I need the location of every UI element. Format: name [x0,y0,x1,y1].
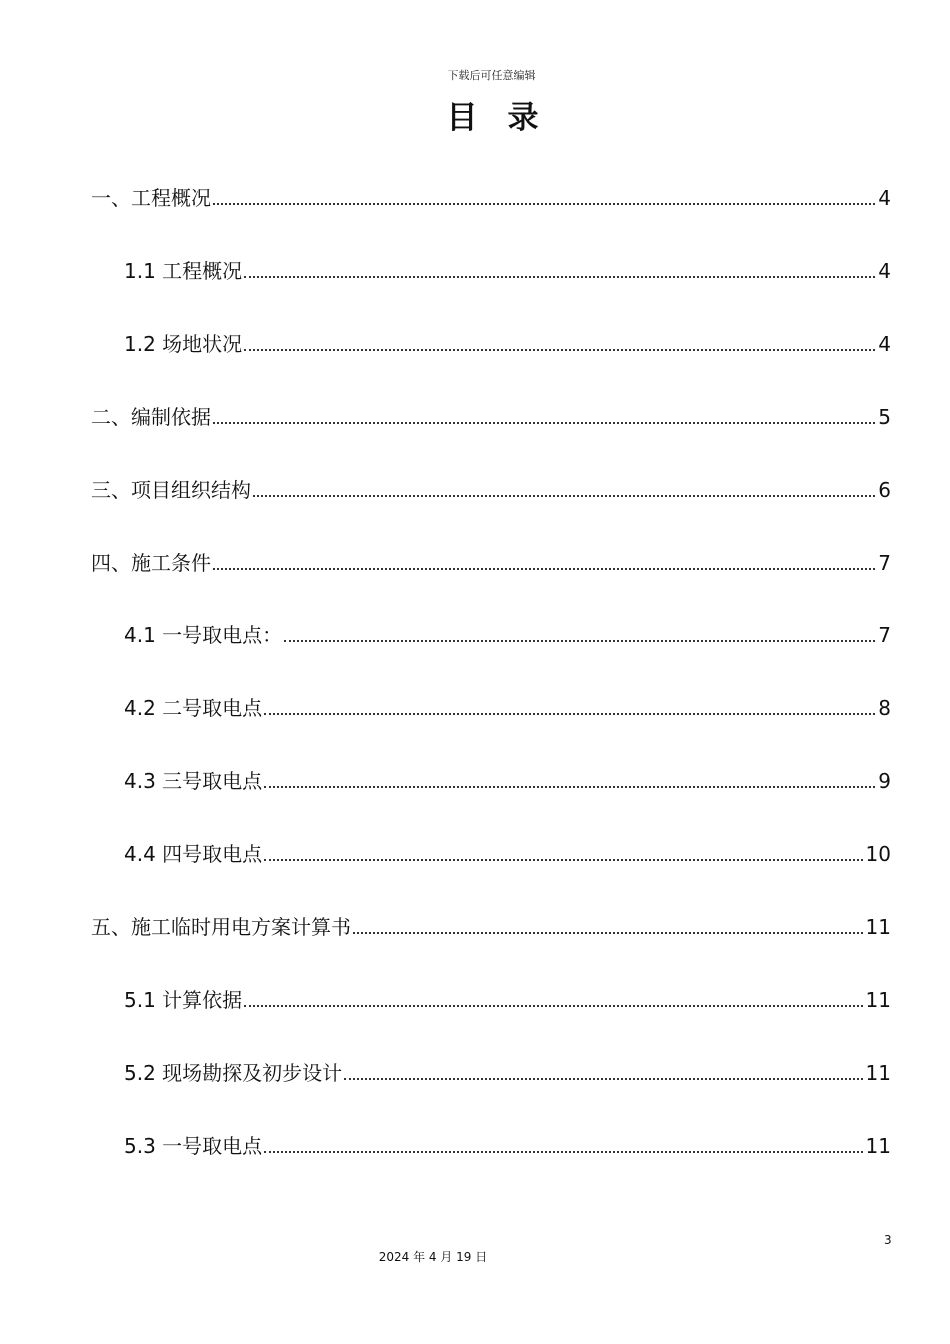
toc-entry[interactable] [0,1128,950,1158]
toc-entry-page: 4 [878,186,891,210]
toc-leader-dots [344,1077,862,1080]
toc-leader-dots [244,275,875,278]
toc-leader-dots [213,567,875,570]
toc-entry[interactable] [0,472,950,502]
toc-entry[interactable] [0,763,950,793]
toc-leader-dots [284,639,875,642]
toc-leader-dots [244,348,875,351]
toc-leader-dots [264,1150,862,1153]
toc-entry-text: 1.2 场地状况 [124,332,243,356]
toc-entry-page: 9 [878,769,891,793]
toc-leader-dots [264,858,862,861]
footer-date: 2024 年 4 月 19 日 [378,1250,488,1264]
toc-entry-page: 7 [878,551,891,575]
toc-leader-dots [213,202,875,205]
toc-entry-text: 四、施工条件 [91,551,211,575]
toc-entry[interactable] [0,399,950,429]
toc-entry-text: 5.1 计算依据 [124,988,243,1012]
toc-entry[interactable] [0,1055,950,1085]
toc-entry-page: 8 [878,696,891,720]
toc-entry-page: 11 [865,915,891,939]
toc-entry-page: 6 [878,478,891,502]
toc-entry[interactable] [0,909,950,939]
toc-entry[interactable] [0,982,950,1012]
toc-entry-page: 7 [878,623,891,647]
toc-entry[interactable] [0,326,950,356]
toc-entry-text: 五、施工临时用电方案计算书 [91,915,351,939]
toc-entry-text: 4.3 三号取电点 [124,769,263,793]
toc-entry[interactable] [0,180,950,210]
page-number: 3 [884,1233,892,1247]
toc-entry[interactable] [0,690,950,720]
toc-entry-text: 4.2 二号取电点 [124,696,263,720]
toc-entry-page: 5 [878,405,891,429]
toc-entry[interactable] [0,545,950,575]
toc-entry-page: 10 [865,842,891,866]
toc-leader-dots [253,494,875,497]
toc-entry-page: 11 [865,988,891,1012]
toc-entry-text: 一、工程概况 [91,186,211,210]
toc-entry-page: 11 [865,1061,891,1085]
toc-entry[interactable] [0,617,950,647]
toc-entry-text: 二、编制依据 [91,405,211,429]
toc-entry-text: 5.3 一号取电点 [124,1134,263,1158]
toc-entry[interactable] [0,253,950,283]
toc-entry-page: 4 [878,259,891,283]
toc-entry[interactable] [0,836,950,866]
toc-entry-text: 4.4 四号取电点 [124,842,263,866]
toc-leader-dots [264,712,875,715]
toc-entry-text: 1.1 工程概况 [124,259,243,283]
toc-leader-dots [213,421,875,424]
toc-entry-text: 5.2 现场勘探及初步设计 [124,1061,343,1085]
toc-entry-page: 11 [865,1134,891,1158]
toc-entry-text: 4.1 一号取电点： [124,623,283,647]
toc-leader-dots [353,931,863,934]
toc-leader-dots [264,785,875,788]
header-note: 下载后可任意编辑 [447,69,536,82]
toc-leader-dots [244,1004,862,1007]
toc-title-char-1: 目 [446,100,480,136]
toc-entry-page: 4 [878,332,891,356]
toc-entry-text: 三、项目组织结构 [91,478,251,502]
toc-title-char-2: 录 [507,100,541,136]
